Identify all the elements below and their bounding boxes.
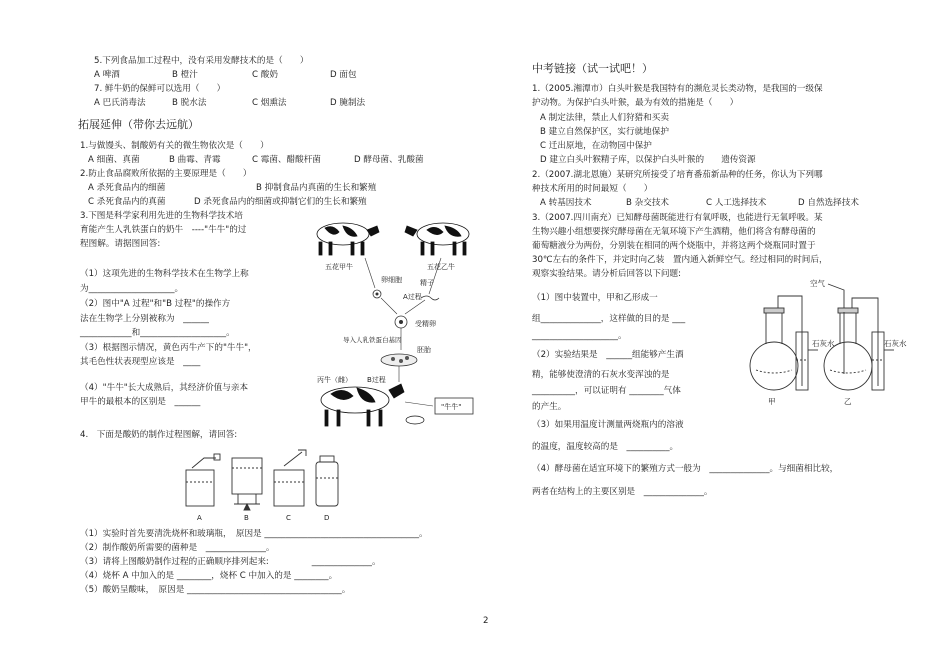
question-5-stem: 5.下列食品加工过程中，没有采用发酵技术的是（ ）	[94, 56, 309, 66]
extension-1-option-a: A 细菌、真菌	[88, 155, 140, 165]
exam-2-option-b: B 杂交技术	[626, 198, 670, 208]
extension-1-option-b: B 曲霉、青霉	[169, 155, 221, 165]
label-limewater-1: 石灰水	[812, 339, 835, 348]
exam-2-stem-line-1: 2.（2007.湖北恩施）某研究所接受了培育番茄新品种的任务，你认为下列哪	[532, 170, 823, 180]
extension-3-intro-line-3: 程图解。请据图回答:	[80, 239, 161, 249]
extension-4-answer-3: （3）请将上图酸奶制作过程的正确顺序排列起来: ______________。	[80, 557, 381, 567]
label-zygote: 受精卵	[415, 320, 436, 328]
cow-process-figure	[305, 214, 480, 436]
extension-3-q4-line-1: （4）"牛牛"长大成熟后，其经济价值与亲本	[80, 383, 249, 393]
extension-3-q3-line-1: （3）根据图示情况，黄色丙牛产下的"牛牛"，	[80, 343, 257, 353]
exam-3-q4-line-2: 两者在结构上的主要区别是 ______________。	[532, 487, 713, 497]
extension-3-q2-line-1: （2）图中"A 过程"和"B 过程"的操作方	[80, 299, 231, 309]
label-limewater-2: 石灰水	[884, 339, 907, 348]
question-5-option-a: A 啤酒	[94, 70, 120, 80]
section-title-exam-link: 中考链接（试一试吧！）	[532, 62, 653, 75]
label-flask-jia: 甲	[768, 397, 776, 406]
label-sperm: 精子	[420, 279, 434, 287]
exam-2-option-d: D 自然选择技术	[798, 198, 859, 208]
question-7-option-b: B 脱水法	[172, 98, 207, 108]
extension-3-q4-line-2: 甲牛的最根本的区别是 ______	[80, 397, 201, 407]
exam-3-q3-line-2: 的温度，温度较高的是 __________。	[532, 442, 679, 452]
exam-1-option-a: A 制定法律，禁止人们狩猎和买卖	[540, 113, 669, 123]
exam-3-stem-line-1: 3.（2007.四川南充）已知酵母菌既能进行有氧呼吸，也能进行无氧呼吸。某	[532, 213, 823, 223]
question-7-option-d: D 腌制法	[330, 98, 366, 108]
yogurt-label-c: C	[286, 514, 291, 522]
extension-4-answer-5: （5）酸奶呈酸味， 原因是 ____________________________________。	[80, 585, 351, 595]
exam-2-option-c: C 人工选择技术	[706, 198, 767, 208]
yogurt-label-b: B	[244, 514, 249, 522]
extension-4-stem: 4. 下面是酸奶的制作过程图解，请回答:	[80, 430, 238, 440]
label-air: 空气	[810, 279, 825, 288]
question-7-stem: 7. 鲜牛奶的保鲜可以选用（ ）	[94, 84, 226, 94]
extension-3-q2-line-2: 法在生物学上分别被称为 ______	[80, 314, 209, 324]
label-process-a: A过程	[403, 293, 422, 301]
extension-3-q1-line-2: 为____________________。	[80, 284, 184, 294]
yogurt-process-figure	[180, 444, 345, 524]
exam-1-stem-line-2: 护动物。为保护白头叶猴，最为有效的措施是（ ）	[532, 98, 739, 108]
extension-1-stem: 1.与做馒头、制酸奶有关的微生物依次是（ ）	[80, 141, 269, 151]
exam-3-q3-line-1: （3）如果用温度计测量两烧瓶内的溶液	[532, 420, 684, 430]
yogurt-label-a: A	[197, 514, 202, 522]
extension-2-option-b: B 抑制食品内真菌的生长和繁殖	[256, 183, 377, 193]
exam-3-stem-line-2: 生物兴趣小组想要探究酵母菌在无氧环境下产生酒精，他们将含有酵母菌的	[532, 227, 816, 237]
extension-4-answer-2: （2）制作酸奶所需要的菌种是 ______________。	[80, 543, 275, 553]
flask-apparatus-figure	[748, 278, 908, 414]
extension-2-option-c: C 杀死食品内的真菌	[88, 197, 166, 207]
exam-2-stem-line-2: 种技术所用的时间最短（ ）	[532, 184, 653, 194]
extension-3-q2-line-3: ____________和____________________。	[80, 328, 235, 338]
question-7-option-c: C 烟熏法	[252, 98, 287, 108]
exam-1-option-b: B 建立自然保护区，实行就地保护	[540, 127, 669, 137]
exam-1-option-d: D 建立白头叶猴精子库，以保护白头叶猴的 遗传资源	[540, 155, 756, 165]
extension-3-q1-line-1: （1）这项先进的生物科学技术在生物学上称	[80, 269, 249, 279]
yogurt-label-d: D	[324, 514, 330, 522]
label-embryo: 胚胎	[417, 346, 431, 354]
question-5-option-c: C 酸奶	[252, 70, 278, 80]
exam-2-option-a: A 转基因技术	[540, 198, 592, 208]
extension-1-option-c: C 霉菌、醋酸杆菌	[252, 155, 321, 165]
extension-2-stem: 2.防止食品腐败所依据的主要原理是（ ）	[80, 169, 252, 179]
label-process-b: B过程	[367, 376, 386, 384]
exam-3-q1-line-3: ____________________。	[532, 331, 627, 341]
exam-3-stem-line-5: 观察实验结果。请分析后回答以下问题:	[532, 269, 681, 279]
extension-3-intro-line-2: 育能产生人乳铁蛋白的奶牛 ----"牛牛"的过	[80, 225, 247, 235]
label-egg: 卵细胞	[381, 276, 402, 284]
extension-4-answer-1: （1）实验时首先要清洗烧杯和玻璃瓶， 原因是 ____________________________________。	[80, 529, 428, 539]
extension-4-answer-4: （4）烧杯 A 中加入的是 ________，烧杯 C 中加入的是 ________。	[80, 571, 338, 581]
extension-3-q3-line-2: 其毛色性状表现型应该是 ____	[80, 357, 201, 367]
exam-1-stem-line-1: 1.（2005.湘潭市）白头叶猴是我国特有的濒危灵长类动物，是我国的一级保	[532, 84, 823, 94]
exam-1-option-c: C 迁出原地，在动物园中保护	[540, 141, 652, 151]
page-number: 2	[483, 616, 489, 626]
extension-2-option-d: D 杀死食品内的细菌或抑制它们的生长和繁殖	[194, 197, 367, 207]
exam-3-stem-line-3: 葡萄糖液分为两份，分别装在相同的两个烧瓶中，并将这两个烧瓶同时置于	[532, 241, 816, 251]
label-gene-import: 导入人乳铁蛋白基因	[343, 336, 402, 344]
extension-1-option-d: D 酵母菌、乳酸菌	[354, 155, 424, 165]
exam-3-q2-line-4: 的产生。	[532, 402, 567, 412]
question-5-option-d: D 面包	[330, 70, 357, 80]
exam-3-q1-line-1: （1）图中装置中，甲和乙形成一	[532, 293, 658, 303]
exam-3-q2-line-1: （2）实验结果是 ______组能够产生酒	[532, 350, 684, 360]
label-niuniu: "牛牛"	[441, 403, 462, 411]
extension-3-intro-line-1: 3.下图是科学家利用先进的生物科学技术培	[80, 211, 243, 221]
label-cow-yi: 五花乙牛	[427, 263, 455, 271]
exam-3-q2-line-2: 精，能够使澄清的石灰水变浑浊的是	[532, 370, 670, 380]
exam-3-q4-line-1: （4）酵母菌在适宜环境下的繁殖方式一般为 ______________。与细菌相比较，	[532, 464, 839, 474]
label-cow-jia: 五花甲牛	[325, 263, 353, 271]
question-7-option-a: A 巴氏消毒法	[94, 98, 146, 108]
extension-2-option-a: A 杀死食品内的细菌	[88, 183, 166, 193]
question-5-option-b: B 橙汁	[172, 70, 198, 80]
exam-3-q1-line-2: 组______________，这样做的目的是 ___	[532, 314, 686, 324]
exam-3-stem-line-4: 30℃左右的条件下，并定时向乙装 置内通入新鲜空气。经过相同的时间后，	[532, 255, 828, 265]
section-title-extension: 拓展延伸（带你去远航）	[78, 118, 199, 131]
exam-3-q2-line-3: __________，可以证明有 ________气体	[532, 386, 681, 396]
label-cow-bing: 丙牛（雌）	[317, 376, 352, 384]
label-flask-yi: 乙	[844, 397, 852, 406]
